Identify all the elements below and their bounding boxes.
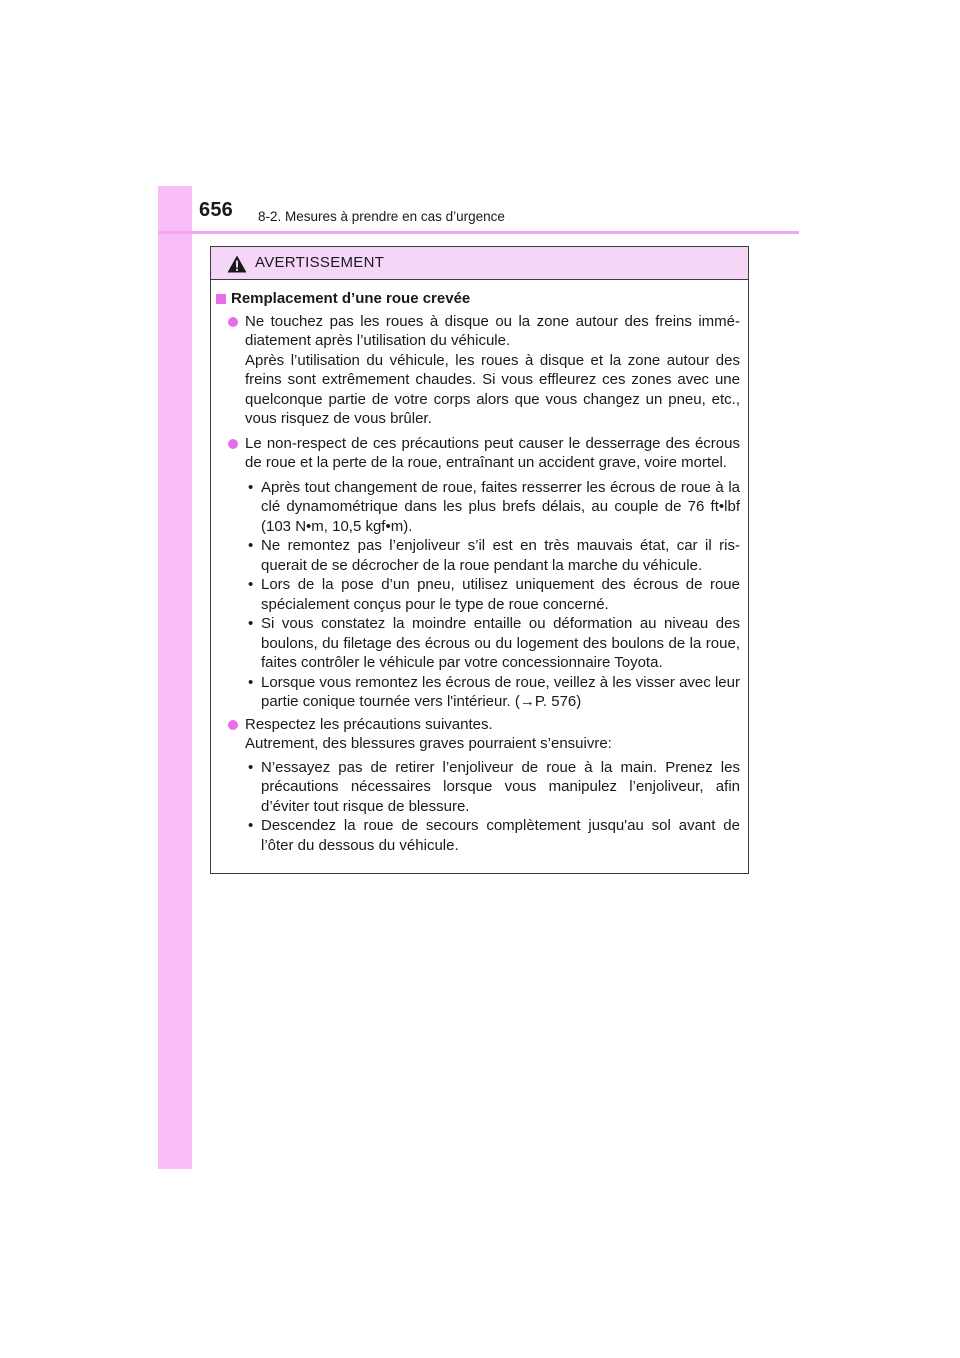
subhead: [215, 289, 740, 309]
pink-square-marker: [216, 294, 226, 304]
warning-box: [210, 246, 749, 874]
pink-circle-bullet: [228, 720, 238, 730]
list-item: • Si vous constatez la moindre entaille ou déformation au niveau des boulons, du filetage des écrous ou du logement des boulons de la roue, faites contrôler le véhicule par votre concessionnaire Toyota.: [248, 615, 740, 671]
warning-label: AVERTISSEMENT: [255, 254, 385, 271]
subhead-text: Remplacement d’une roue crevée: [231, 290, 471, 307]
list-item: • Ne remontez pas l’enjoliveur s’il est en très mauvais état, car il ris-querait de se décrocher de la roue pendant la marche du véhicule.: [248, 537, 740, 574]
bullet-precautions: [215, 715, 740, 754]
sub-list: [215, 758, 740, 856]
page-number: 656: [199, 199, 233, 221]
list-item: • Lorsque vous remontez les écrous de roue, veillez à les visser avec leur partie conique tournée vers l'intérieur. (→P. 576): [248, 673, 740, 710]
list-item: • N’essayez pas de retirer l’enjoliveur de roue à la main. Prenez les précautions nécessaires lorsque vous manipulez l’enjoliveur, afin d’éviter tout risque de blessure.: [248, 758, 740, 815]
pink-circle-bullet: [228, 317, 238, 327]
bullet-paragraph: Autrement, des blessures graves pourraient s’ensuivre:: [245, 735, 612, 752]
warning-triangle-icon: [227, 255, 247, 273]
warning-body: [211, 280, 748, 855]
bullet-paragraph: Ne touchez pas les roues à disque ou la zone autour des freins immé-diatement après l’utilisation du véhicule.: [245, 312, 740, 349]
bullet-paragraph: Respectez les précautions suivantes.: [245, 715, 493, 733]
pink-circle-bullet: [228, 439, 238, 449]
side-tab-band: [158, 186, 192, 1169]
list-item: • Lors de la pose d’un pneu, utilisez uniquement des écrous de roue spécialement conçus pour le type de roue concerné.: [248, 576, 740, 613]
list-item: • Après tout changement de roue, faites resserrer les écrous de roue à la clé dynamométrique dans les plus brefs délais, au couple de 76 ft•lbf (103 N•m, 10,5 kgf•m).: [248, 478, 740, 535]
sub-list: [215, 478, 740, 712]
warning-header: [211, 247, 748, 280]
bullet-wheel-nuts: [215, 434, 740, 473]
bullet-paragraph: Après l’utilisation du véhicule, les roues à disque et la zone autour des freins sont extrêmement chaudes. Si vous effleurez ces zones avec une quelconque partie de votre corps alors que vous changez un pneu, etc., vous risquez de vous brûler.: [245, 351, 740, 427]
bullet-hot-wheels: [215, 312, 740, 429]
header-rule: [158, 231, 799, 234]
section-title: 8-2. Mesures à prendre en cas d’urgence: [258, 209, 505, 224]
bullet-paragraph: Le non-respect de ces précautions peut causer le desserrage des écrous de roue et la perte de la roue, entraînant un accident grave, voire mortel.: [245, 434, 740, 471]
list-item: • Descendez la roue de secours complètement jusqu'au sol avant de l’ôter du dessous du véhicule.: [248, 817, 740, 854]
